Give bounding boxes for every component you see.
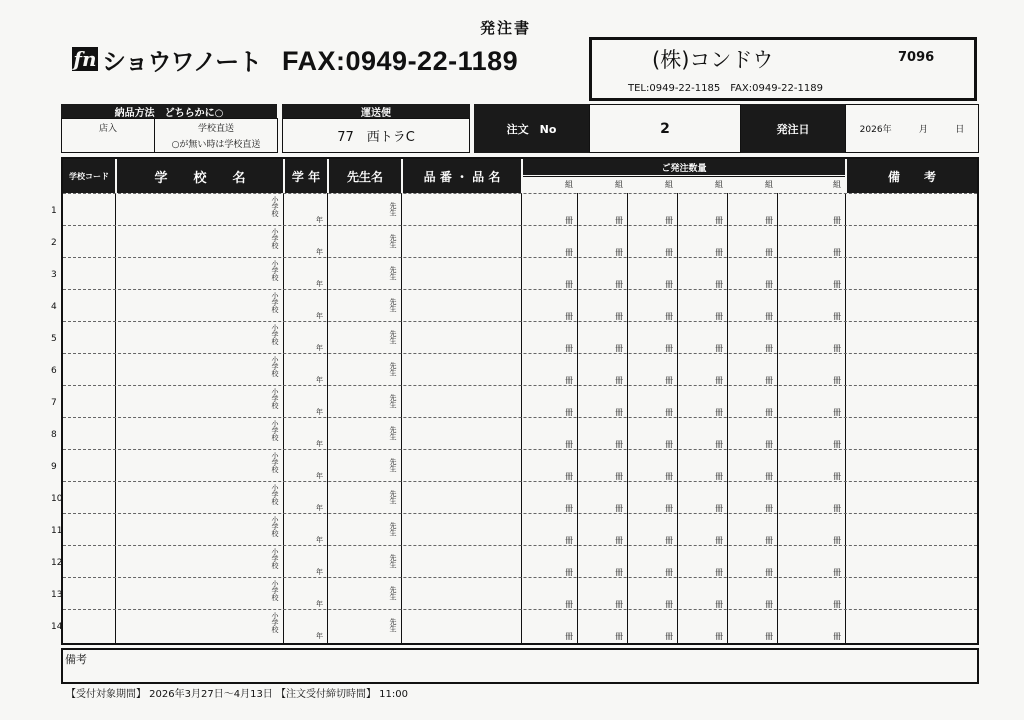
qty-unit-label: 組 [665,180,673,189]
shipping-value: 77 西トラC [282,118,470,153]
grade-suffix: 年 [316,536,323,544]
order-date-year: 2026年 [859,125,892,135]
qty-count-suffix: 冊 [615,504,623,513]
qty-count-suffix: 冊 [765,248,773,257]
qty-count-suffix: 冊 [665,216,673,225]
qty-unit-label: 組 [715,180,723,189]
order-lines-table [51,157,979,645]
qty-count-suffix: 冊 [615,536,623,545]
qty-count-suffix: 冊 [615,632,623,641]
vendor-contact: TEL:0949-22-1185 FAX:0949-22-1189 [628,83,823,94]
qty-count-suffix: 冊 [765,408,773,417]
grade-suffix: 年 [316,504,323,512]
qty-count-suffix: 冊 [665,504,673,513]
qty-count-suffix: 冊 [833,376,841,385]
table-row[interactable] [51,417,977,449]
shipping-header: 運送便 [282,104,470,118]
qty-count-suffix: 冊 [765,312,773,321]
col-header-school-code: 学校コード [63,159,115,193]
qty-count-suffix: 冊 [615,216,623,225]
grade-suffix: 年 [316,344,323,352]
qty-count-suffix: 冊 [665,568,673,577]
qty-count-suffix: 冊 [665,280,673,289]
remarks-box[interactable] [61,648,979,684]
qty-count-suffix: 冊 [565,344,573,353]
qty-count-suffix: 冊 [565,216,573,225]
logo-mark-icon: fn [73,47,97,71]
school-suffix: 小学校 [271,292,279,313]
qty-count-suffix: 冊 [715,216,723,225]
order-date-field[interactable] [845,104,979,153]
qty-count-suffix: 冊 [715,248,723,257]
grade-suffix: 年 [316,568,323,576]
table-row[interactable] [51,385,977,417]
qty-count-suffix: 冊 [565,248,573,257]
school-suffix: 小学校 [271,196,279,217]
delivery-store-blank [61,134,155,153]
qty-count-suffix: 冊 [715,440,723,449]
qty-count-suffix: 冊 [565,600,573,609]
vendor-box [589,37,977,101]
qty-count-suffix: 冊 [715,408,723,417]
table-row[interactable] [51,577,977,609]
qty-count-suffix: 冊 [715,312,723,321]
row-number: 5 [51,334,57,344]
delivery-method-header: 納品方法 どちらかに○ [61,104,277,118]
qty-count-suffix: 冊 [765,536,773,545]
table-row[interactable] [51,353,977,385]
row-number: 7 [51,398,57,408]
grade-suffix: 年 [316,248,323,256]
table-row[interactable] [51,513,977,545]
footer-deadline: 【受付対象期間】 2026年3月27日～4月13日 【注文受付締切時間】 11:00 [66,689,408,700]
row-number: 8 [51,430,57,440]
qty-count-suffix: 冊 [833,216,841,225]
col-header-note: 備 考 [847,159,977,193]
qty-count-suffix: 冊 [715,600,723,609]
grade-suffix: 年 [316,408,323,416]
row-number: 12 [51,558,63,568]
qty-count-suffix: 冊 [833,472,841,481]
qty-count-suffix: 冊 [765,568,773,577]
school-suffix: 小学校 [271,516,279,537]
col-header-quantity: ご発注数量 [523,159,845,175]
teacher-suffix: 先生 [389,522,397,536]
qty-count-suffix: 冊 [833,408,841,417]
qty-count-suffix: 冊 [833,600,841,609]
qty-count-suffix: 冊 [565,472,573,481]
teacher-suffix: 先生 [389,362,397,376]
qty-unit-label: 組 [615,180,623,189]
school-suffix: 小学校 [271,228,279,249]
qty-count-suffix: 冊 [615,248,623,257]
qty-count-suffix: 冊 [765,632,773,641]
qty-unit-label: 組 [765,180,773,189]
teacher-suffix: 先生 [389,554,397,568]
school-suffix: 小学校 [271,452,279,473]
qty-count-suffix: 冊 [665,344,673,353]
order-date-day: 日 [955,125,965,135]
qty-count-suffix: 冊 [615,344,623,353]
school-suffix: 小学校 [271,324,279,345]
qty-count-suffix: 冊 [665,600,673,609]
grade-suffix: 年 [316,216,323,224]
qty-count-suffix: 冊 [615,408,623,417]
qty-count-suffix: 冊 [833,312,841,321]
qty-count-suffix: 冊 [665,376,673,385]
col-header-teacher: 先生名 [329,159,401,193]
qty-count-suffix: 冊 [565,376,573,385]
order-date-month: 月 [918,125,928,135]
qty-count-suffix: 冊 [765,504,773,513]
row-number: 13 [51,590,63,600]
qty-count-suffix: 冊 [833,536,841,545]
qty-unit-label: 組 [565,180,573,189]
qty-count-suffix: 冊 [833,568,841,577]
qty-count-suffix: 冊 [715,472,723,481]
qty-count-suffix: 冊 [765,280,773,289]
school-suffix: 小学校 [271,580,279,601]
company-logo [72,44,261,74]
school-suffix: 小学校 [271,548,279,569]
row-number: 6 [51,366,57,376]
qty-count-suffix: 冊 [565,312,573,321]
qty-count-suffix: 冊 [765,440,773,449]
teacher-suffix: 先生 [389,426,397,440]
qty-count-suffix: 冊 [715,632,723,641]
qty-count-suffix: 冊 [765,216,773,225]
qty-count-suffix: 冊 [565,568,573,577]
qty-count-suffix: 冊 [665,472,673,481]
teacher-suffix: 先生 [389,458,397,472]
row-number: 4 [51,302,57,312]
row-number: 3 [51,270,57,280]
grade-suffix: 年 [316,376,323,384]
grade-suffix: 年 [316,280,323,288]
teacher-suffix: 先生 [389,266,397,280]
qty-count-suffix: 冊 [565,536,573,545]
teacher-suffix: 先生 [389,298,397,312]
qty-count-suffix: 冊 [665,312,673,321]
qty-unit-label: 組 [833,180,841,189]
qty-count-suffix: 冊 [615,600,623,609]
qty-count-suffix: 冊 [615,312,623,321]
logo-text: ショウワノート [102,47,262,76]
teacher-suffix: 先生 [389,234,397,248]
main-fax-number: FAX:0949-22-1189 [282,46,519,76]
qty-count-suffix: 冊 [833,440,841,449]
col-header-school-name: 学 校 名 [117,159,283,193]
table-row[interactable] [51,321,977,353]
qty-count-suffix: 冊 [833,504,841,513]
order-date-label: 発注日 [741,104,845,153]
school-suffix: 小学校 [271,388,279,409]
row-number: 10 [51,494,63,504]
document-title: 発注書 [480,19,532,37]
grade-suffix: 年 [316,600,323,608]
table-row[interactable] [51,193,977,225]
qty-count-suffix: 冊 [765,376,773,385]
qty-count-suffix: 冊 [615,280,623,289]
col-header-product: 品 番 ・ 品 名 [403,159,521,193]
qty-count-suffix: 冊 [615,568,623,577]
qty-count-suffix: 冊 [715,344,723,353]
qty-count-suffix: 冊 [615,440,623,449]
qty-count-suffix: 冊 [665,408,673,417]
qty-count-suffix: 冊 [615,472,623,481]
remarks-label: 備考 [65,653,87,666]
school-suffix: 小学校 [271,260,279,281]
table-row[interactable] [51,545,977,577]
qty-count-suffix: 冊 [833,632,841,641]
qty-count-suffix: 冊 [665,632,673,641]
row-number: 14 [51,622,63,632]
delivery-option-store[interactable]: 店入 [61,118,155,135]
teacher-suffix: 先生 [389,394,397,408]
school-suffix: 小学校 [271,484,279,505]
teacher-suffix: 先生 [389,618,397,632]
qty-count-suffix: 冊 [565,632,573,641]
vendor-code: 7096 [898,50,935,65]
qty-count-suffix: 冊 [833,344,841,353]
qty-count-suffix: 冊 [565,408,573,417]
grade-suffix: 年 [316,312,323,320]
qty-count-suffix: 冊 [715,504,723,513]
teacher-suffix: 先生 [389,490,397,504]
qty-header-divider [523,176,845,177]
table-row[interactable] [51,225,977,257]
qty-count-suffix: 冊 [715,536,723,545]
table-row[interactable] [51,481,977,513]
row-number: 9 [51,462,57,472]
qty-count-suffix: 冊 [665,536,673,545]
qty-count-suffix: 冊 [715,568,723,577]
grade-suffix: 年 [316,440,323,448]
table-row[interactable] [51,289,977,321]
delivery-note: ○が無い時は学校直送 [154,134,278,153]
row-number: 11 [51,526,63,536]
qty-count-suffix: 冊 [615,376,623,385]
delivery-option-school[interactable]: 学校直送 [154,118,278,135]
order-no-value: 2 [589,104,741,153]
qty-count-suffix: 冊 [565,280,573,289]
school-suffix: 小学校 [271,356,279,377]
qty-count-suffix: 冊 [765,344,773,353]
qty-count-suffix: 冊 [765,472,773,481]
qty-count-suffix: 冊 [833,280,841,289]
qty-count-suffix: 冊 [565,504,573,513]
row-number: 1 [51,206,57,216]
order-no-label: 注文 No [474,104,589,153]
qty-count-suffix: 冊 [565,440,573,449]
teacher-suffix: 先生 [389,202,397,216]
table-row[interactable] [51,449,977,481]
qty-count-suffix: 冊 [665,440,673,449]
vendor-name: (株)コンドウ [652,48,774,72]
qty-count-suffix: 冊 [665,248,673,257]
school-suffix: 小学校 [271,420,279,441]
teacher-suffix: 先生 [389,330,397,344]
qty-count-suffix: 冊 [715,376,723,385]
table-row[interactable] [51,609,977,641]
col-header-grade: 学 年 [285,159,327,193]
qty-count-suffix: 冊 [833,248,841,257]
qty-count-suffix: 冊 [765,600,773,609]
table-row[interactable] [51,257,977,289]
teacher-suffix: 先生 [389,586,397,600]
school-suffix: 小学校 [271,612,279,633]
qty-count-suffix: 冊 [715,280,723,289]
row-number: 2 [51,238,57,248]
grade-suffix: 年 [316,632,323,640]
grade-suffix: 年 [316,472,323,480]
